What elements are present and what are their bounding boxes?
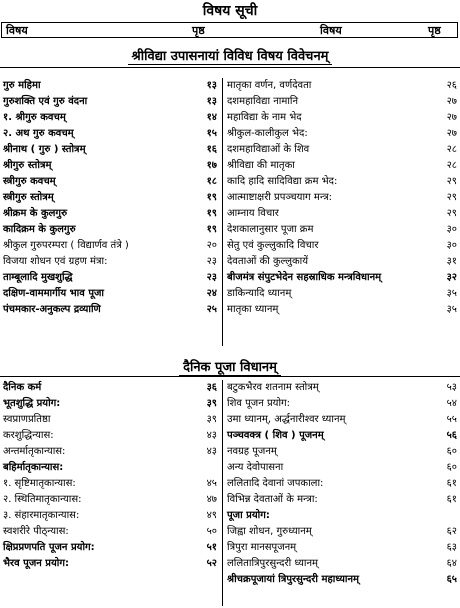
list-item xyxy=(3,158,217,174)
column-divider xyxy=(222,78,223,346)
entry-title: विजया शोधन एवं ग्रहण मंत्रा: xyxy=(3,256,108,267)
list-item xyxy=(3,78,217,94)
entry-title: बहिर्मातृकान्यास: xyxy=(3,462,64,473)
entry-title: डाकिन्यादि ध्यानम् xyxy=(227,288,292,299)
entry-title: देशकालानुसार पूजा क्रम xyxy=(227,224,314,235)
list-item xyxy=(3,492,217,508)
entry-title: नवग्रह पूजनम् xyxy=(227,446,277,457)
entry-page-number: १४ xyxy=(206,112,217,123)
entry-title: भैरव पूजन प्रयोग: xyxy=(3,558,70,569)
entry-title: गुरुशक्ति एवं गुरु वंदना xyxy=(3,96,88,107)
list-item xyxy=(3,94,217,110)
entry-page-number: ५३ xyxy=(446,382,457,393)
list-item xyxy=(3,302,217,318)
header-left-subject: विषय xyxy=(6,23,28,37)
list-item xyxy=(3,396,217,412)
entry-title: अन्तर्मातृकान्यास: xyxy=(3,446,66,457)
list-item xyxy=(3,110,217,126)
header-right-subject: विषय xyxy=(320,23,342,37)
list-item xyxy=(3,222,217,238)
list-item xyxy=(227,572,457,588)
entry-title: दशमहाविद्याओं के शिव xyxy=(227,144,310,155)
list-item xyxy=(3,142,217,158)
entry-title: विभिन्न देवताओं के मन्त्रा: xyxy=(227,494,318,505)
entry-title: ललितादि देवानां जपकाला: xyxy=(227,478,324,489)
entry-title: श्रीकुल गुरुपरम्परा ( विद्यार्णव तंत्रे ) xyxy=(3,240,129,251)
entry-title: २. अथ गुरु कवचम् xyxy=(3,128,74,139)
list-item xyxy=(3,380,217,396)
entry-page-number: ६१ xyxy=(446,494,457,505)
entry-title: श्रीगुरु स्तोत्रम् xyxy=(3,160,52,171)
entry-title: ताम्बूलादि मुखशुद्धि xyxy=(3,272,73,283)
page-title: विषय सूची xyxy=(202,3,258,19)
entry-page-number: ४३ xyxy=(206,446,217,457)
entry-title: बटुकभैरव शतनाम स्तोत्रम् xyxy=(227,382,319,393)
entry-page-number: ३० xyxy=(446,240,457,251)
entry-title: पंचमकार-अनुकल्प द्रव्याणि xyxy=(3,304,101,315)
entry-page-number: १९ xyxy=(206,192,217,203)
entry-page-number: ५६ xyxy=(446,430,457,441)
entry-title: मातृका वर्णन, वर्णदेवता xyxy=(227,80,312,91)
entry-title: स्त्रीगुरु कवचम् xyxy=(3,176,56,187)
entry-title: मातृका ध्यानम् xyxy=(227,304,279,315)
entry-title: श्रीक्रम के कुलगुरु xyxy=(3,208,68,219)
list-item xyxy=(227,540,457,556)
list-item xyxy=(227,254,457,270)
entry-page-number: ५५ xyxy=(446,414,457,425)
header-left-page: पृष्ठ xyxy=(192,23,205,37)
entry-page-number: २९ xyxy=(446,208,457,219)
section2-left-list xyxy=(3,380,217,572)
list-item xyxy=(3,476,217,492)
list-item xyxy=(227,524,457,540)
list-item xyxy=(227,190,457,206)
entry-page-number: ४९ xyxy=(206,510,217,521)
entry-page-number: ३१ xyxy=(446,256,457,267)
entry-page-number: ३९ xyxy=(206,414,217,425)
entry-title: शिव पूजन प्रयोग: xyxy=(227,398,291,409)
header-right-page: पृष्ठ xyxy=(428,23,441,37)
list-item xyxy=(3,524,217,540)
list-item xyxy=(227,460,457,476)
entry-page-number: ४३ xyxy=(206,430,217,441)
section1-left-list xyxy=(3,78,217,318)
entry-page-number: ३२ xyxy=(446,272,457,283)
entry-title: १. सृष्टिमातृकान्यास: xyxy=(3,478,76,489)
entry-page-number: २३ xyxy=(206,256,217,267)
entry-title: उमा ध्यानम्, अर्द्धनारीश्वर ध्यानम् xyxy=(227,414,346,425)
list-item xyxy=(3,508,217,524)
list-item xyxy=(227,412,457,428)
entry-page-number: २० xyxy=(206,240,217,251)
entry-page-number: १६ xyxy=(206,144,217,155)
entry-page-number: २८ xyxy=(446,144,457,155)
list-item xyxy=(3,206,217,222)
list-item xyxy=(3,460,217,476)
entry-page-number: १७ xyxy=(206,160,217,171)
list-item xyxy=(227,222,457,238)
entry-title: दक्षिण-वाममार्गीय भाव पूजा xyxy=(3,288,105,299)
list-item xyxy=(227,142,457,158)
entry-title: जिह्वा शोधन, गुरुध्यानम् xyxy=(227,526,312,537)
entry-title: कादिक्रम के कुलगुरु xyxy=(3,224,76,235)
entry-title: दशमहाविद्या नामानि xyxy=(227,96,299,107)
entry-page-number: ६४ xyxy=(446,558,457,569)
entry-title: कादि हादि सादिविद्या क्रम भेद: xyxy=(227,176,338,187)
list-item xyxy=(3,540,217,556)
list-item xyxy=(227,110,457,126)
list-item xyxy=(227,286,457,302)
entry-title: देवताओं की कुल्लुकायें xyxy=(227,256,309,267)
entry-page-number: ६३ xyxy=(446,542,457,553)
list-item xyxy=(227,556,457,572)
entry-page-number: ४५ xyxy=(206,478,217,489)
list-item xyxy=(3,174,217,190)
entry-title: महाविद्या के नाम भेद xyxy=(227,112,302,123)
entry-page-number: २८ xyxy=(446,160,457,171)
list-item xyxy=(227,428,457,444)
list-item xyxy=(227,476,457,492)
divider xyxy=(0,67,460,68)
list-item xyxy=(227,396,457,412)
section2-right-list xyxy=(227,380,457,588)
entry-page-number: २७ xyxy=(446,112,457,123)
list-item xyxy=(227,238,457,254)
entry-title: क्षिप्रप्रणपति पूजन प्रयोग: xyxy=(3,542,95,553)
entry-title: आत्माष्टाक्षरी प्रपञ्चयाग मन्त्र: xyxy=(227,192,332,203)
entry-page-number: १३ xyxy=(206,96,217,107)
entry-title: बीजमंत्र संपुटभेदेन सहस्राधिक मन्त्रविधानम् xyxy=(227,272,382,283)
entry-page-number: ५१ xyxy=(206,542,217,553)
entry-page-number: २४ xyxy=(206,288,217,299)
entry-page-number: १५ xyxy=(206,128,217,139)
table-header xyxy=(1,22,458,38)
list-item xyxy=(227,174,457,190)
entry-title: ३. संहारमातृकान्यास: xyxy=(3,510,80,521)
list-item xyxy=(227,508,457,524)
list-item xyxy=(227,158,457,174)
entry-page-number: ४७ xyxy=(206,494,217,505)
divider xyxy=(0,376,460,377)
list-item xyxy=(3,428,217,444)
entry-page-number: ५४ xyxy=(446,398,457,409)
list-item xyxy=(227,270,457,286)
entry-title: पञ्चवक्त्र ( शिव ) पूजनम् xyxy=(227,430,324,441)
entry-page-number: २९ xyxy=(446,176,457,187)
entry-title: सेतु एवं कुल्लुकादि विचार xyxy=(227,240,319,251)
entry-title: स्वशरीरे पीठ्न्यास: xyxy=(3,526,69,537)
entry-page-number: ६० xyxy=(446,462,457,473)
entry-page-number: २७ xyxy=(446,96,457,107)
entry-page-number: २५ xyxy=(206,304,217,315)
entry-page-number: १९ xyxy=(206,208,217,219)
entry-page-number: २७ xyxy=(446,128,457,139)
entry-page-number: ३५ xyxy=(446,304,457,315)
entry-title: श्रीनाथ ( गुरु ) स्तोत्रम् xyxy=(3,144,86,155)
entry-page-number: १३ xyxy=(206,80,217,91)
list-item xyxy=(3,238,217,254)
list-item xyxy=(227,206,457,222)
list-item xyxy=(227,302,457,318)
entry-page-number: ६५ xyxy=(446,574,457,585)
entry-page-number: ५० xyxy=(206,526,217,537)
entry-page-number: ६२ xyxy=(446,526,457,537)
entry-page-number: २३ xyxy=(206,272,217,283)
list-item xyxy=(3,270,217,286)
list-item xyxy=(3,126,217,142)
entry-page-number: ६१ xyxy=(446,478,457,489)
list-item xyxy=(3,412,217,428)
entry-page-number: ३६ xyxy=(206,382,217,393)
entry-title: आम्नाय विचार xyxy=(227,208,279,219)
list-item xyxy=(227,126,457,142)
list-item xyxy=(3,556,217,572)
entry-page-number: १८ xyxy=(206,176,217,187)
entry-page-number: २९ xyxy=(446,192,457,203)
column-divider xyxy=(222,380,223,606)
list-item xyxy=(3,254,217,270)
entry-title: श्रीचक्रपूजायां त्रिपुरसुन्दरी महाध्यानम् xyxy=(227,574,360,585)
entry-title: गुरु महिमा xyxy=(3,80,41,91)
list-item xyxy=(227,94,457,110)
list-item xyxy=(3,190,217,206)
entry-page-number: ३९ xyxy=(206,398,217,409)
entry-title: २. स्थितिमातृकान्यास: xyxy=(3,494,82,505)
entry-page-number: ३५ xyxy=(446,288,457,299)
section1-right-list xyxy=(227,78,457,318)
list-item xyxy=(3,444,217,460)
list-item xyxy=(227,380,457,396)
entry-page-number: ३० xyxy=(446,224,457,235)
entry-title: दैनिक कर्म xyxy=(3,382,42,393)
entry-title: श्रीविद्या की मातृका xyxy=(227,160,295,171)
list-item xyxy=(227,78,457,94)
entry-page-number: २६ xyxy=(446,80,457,91)
entry-title: स्त्रीगुरु स्तोत्रम् xyxy=(3,192,54,203)
section1-heading: श्रीविद्या उपासनायां विविध विषय विवेचनम् xyxy=(0,46,460,64)
entry-title: करशुद्धिन्यास: xyxy=(3,430,54,441)
entry-page-number: ५२ xyxy=(206,558,217,569)
entry-title: श्रीकुल-कालीकुल भेद: xyxy=(227,128,308,139)
entry-title: ललितात्रिपुरसुन्दरी ध्यानम् xyxy=(227,558,319,569)
entry-title: स्वप्राणप्रतिष्ठा xyxy=(3,414,51,425)
entry-title: भूतशुद्धि प्रयोग: xyxy=(3,398,61,409)
entry-page-number: १९ xyxy=(206,224,217,235)
list-item xyxy=(227,444,457,460)
section2-heading: दैनिक पूजा विधानम् xyxy=(0,357,460,375)
entry-title: त्रिपुरा मानसपूजनम् xyxy=(227,542,297,553)
list-item xyxy=(3,286,217,302)
entry-title: १. श्रीगुरु कवचम् xyxy=(3,112,66,123)
entry-title: पूजा प्रयोग: xyxy=(227,510,270,521)
entry-title: अन्य देवोपासना xyxy=(227,462,284,473)
list-item xyxy=(227,492,457,508)
entry-page-number: ६० xyxy=(446,446,457,457)
